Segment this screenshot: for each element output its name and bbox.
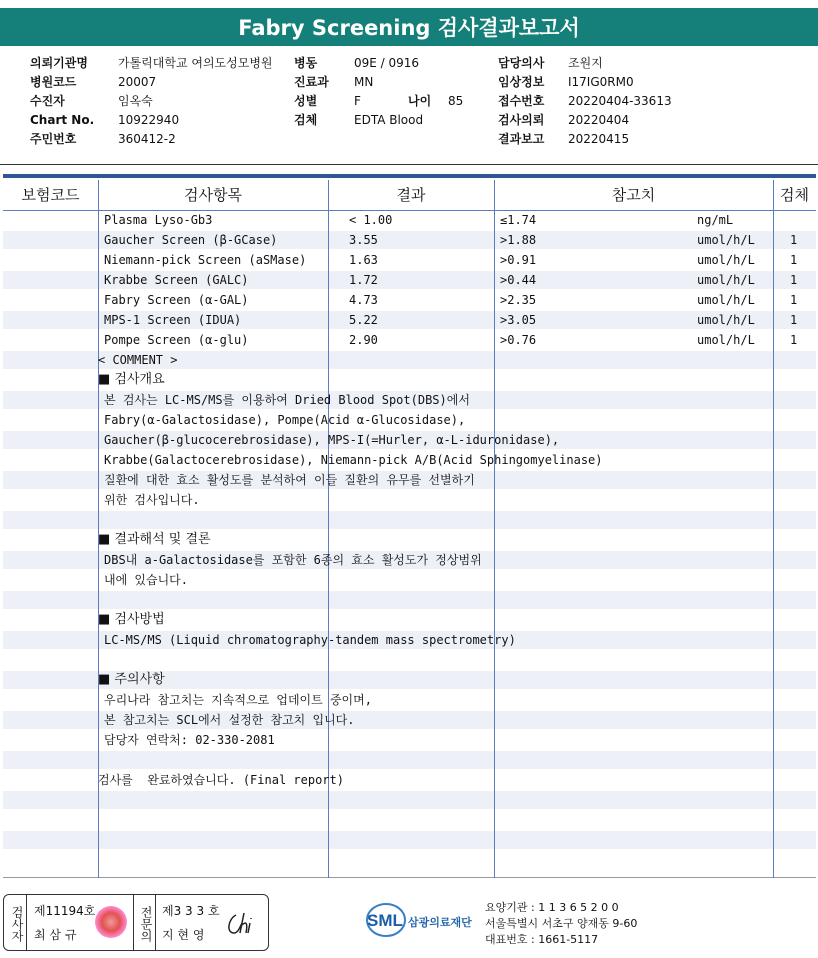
seal-stamp-icon <box>95 906 127 938</box>
info-value: MN <box>354 75 374 89</box>
col-divider <box>773 180 774 878</box>
org-info <box>485 900 637 948</box>
info-label: 검사의뢰 <box>498 113 545 127</box>
info-row <box>294 92 423 111</box>
info-label: 성별 <box>294 94 318 108</box>
logo-mark-text: SML <box>367 911 403 930</box>
age-label: 나이 <box>408 94 432 108</box>
cell-result: 4.73 <box>349 293 378 307</box>
header-reference: 참고치 <box>611 186 656 204</box>
signature-box <box>3 894 269 951</box>
info-row <box>498 73 672 92</box>
cell-item: Gaucher Screen (β-GCase) <box>104 233 278 247</box>
cell-item: Krabbe Screen (GALC) <box>104 273 249 287</box>
info-value: 20220404 <box>568 113 630 127</box>
info-row <box>30 130 273 149</box>
info-label: 병동 <box>294 56 318 70</box>
comment-line: LC-MS/MS (Liquid chromatography-tandem mass spectrometry) <box>104 633 516 647</box>
comment-line: 질환에 대한 효소 활성도를 분석하여 이들 질환의 유무를 선별하기 <box>104 473 475 487</box>
sign-divider <box>26 895 27 950</box>
cell-specimen: 1 <box>790 253 798 267</box>
comment-line: DBS내 a-Galactosidase를 포함한 6종의 효소 활성도가 정상범위 <box>104 553 482 567</box>
footer <box>0 888 818 958</box>
info-value: 임옥숙 <box>118 94 153 108</box>
result-table <box>3 180 816 878</box>
cell-reference: >0.91 <box>500 253 537 267</box>
cell-unit: umol/h/L <box>697 253 755 267</box>
cell-specimen: 1 <box>790 333 798 347</box>
age-value: 85 <box>448 94 464 108</box>
comment-line: 내에 있습니다. <box>104 573 189 587</box>
info-label: 진료과 <box>294 75 329 89</box>
info-value: F <box>354 94 361 108</box>
cell-result: 3.55 <box>349 233 378 247</box>
report-title: Fabry Screening 검사결과보고서 <box>0 8 818 46</box>
cell-specimen: 1 <box>790 293 798 307</box>
header-specimen: 검체 <box>780 186 809 204</box>
cell-unit: umol/h/L <box>697 293 755 307</box>
info-label: 검체 <box>294 113 318 127</box>
cell-result: 2.90 <box>349 333 378 347</box>
org-name: 삼광의료재단 <box>408 916 472 929</box>
comment-line: 위한 검사입니다. <box>104 493 200 507</box>
cell-reference: ≤1.74 <box>500 213 537 227</box>
comment-line: 담당자 연락처: 02-330-2081 <box>104 733 275 747</box>
table-header <box>3 180 816 210</box>
info-col3 <box>498 54 672 149</box>
info-value: 360412-2 <box>118 132 176 146</box>
info-row <box>498 111 672 130</box>
header-code: 보험코드 <box>21 186 80 204</box>
row-band <box>3 751 816 769</box>
info-value: I17IG0RM0 <box>568 75 634 89</box>
info-row <box>294 54 423 73</box>
cell-reference: >3.05 <box>500 313 537 327</box>
info-value: 조원지 <box>568 56 603 70</box>
info-label: 주민번호 <box>30 132 77 146</box>
info-label: 수진자 <box>30 94 65 108</box>
cell-specimen: 1 <box>790 313 798 327</box>
org-phone: 대표번호 : 1661-5117 <box>485 933 599 946</box>
method-heading: ■ 검사방법 <box>98 612 165 627</box>
comment-line: Gaucher(β-glucocerebrosidase), MPS-I(=Hurler, α-L-iduronidase), <box>104 433 560 447</box>
info-row <box>294 111 423 130</box>
org-address: 서울특별시 서초구 양재동 9-60 <box>485 917 638 930</box>
cell-reference: >1.88 <box>500 233 537 247</box>
specialist-number: 제3 3 3 호 <box>162 904 220 918</box>
row-band <box>3 511 816 529</box>
info-row <box>30 92 273 111</box>
interpretation-heading: ■ 결과해석 및 결론 <box>98 532 211 547</box>
cell-item: Fabry Screen (α-GAL) <box>104 293 249 307</box>
cell-reference: >2.35 <box>500 293 537 307</box>
comment-line: 본 참고치는 SCL에서 설정한 참고치 입니다. <box>104 713 355 727</box>
info-label: 의뢰기관명 <box>30 56 88 70</box>
info-row <box>30 73 273 92</box>
comment-label: < COMMENT > <box>98 353 178 367</box>
info-row <box>498 92 672 111</box>
cell-result: < 1.00 <box>349 213 393 227</box>
info-row <box>30 111 273 130</box>
row-band <box>3 831 816 849</box>
specialist-label: 전문의 <box>139 906 153 942</box>
header-result: 결과 <box>396 186 426 204</box>
age-block <box>408 92 463 111</box>
cell-unit: umol/h/L <box>697 333 755 347</box>
tester-label: 검사자 <box>10 906 24 942</box>
cell-item: Plasma Lyso-Gb3 <box>104 213 213 227</box>
info-label: 결과보고 <box>498 132 545 146</box>
cell-item: Pompe Screen (α-glu) <box>104 333 249 347</box>
info-value: EDTA Blood <box>354 113 424 127</box>
cell-specimen: 1 <box>790 273 798 287</box>
row-band <box>3 591 816 609</box>
info-label: 접수번호 <box>498 94 545 108</box>
cell-result: 1.72 <box>349 273 378 287</box>
cell-result: 5.22 <box>349 313 378 327</box>
info-label: 병원코드 <box>30 75 77 89</box>
cell-unit: ng/mL <box>697 213 734 227</box>
info-value: 09E / 0916 <box>354 56 420 70</box>
sign-divider <box>133 895 134 950</box>
final-report-line: 검사를 완료하였습니다. (Final report) <box>98 773 344 787</box>
table-bottom-line <box>3 877 816 878</box>
cell-unit: umol/h/L <box>697 273 755 287</box>
row-band <box>3 791 816 809</box>
info-value: 20220404-33613 <box>568 94 672 108</box>
tester-name: 최 삼 규 <box>34 928 77 942</box>
cell-item: MPS-1 Screen (IDUA) <box>104 313 242 327</box>
header-rule <box>0 164 818 165</box>
info-row <box>30 54 273 73</box>
sml-logo-icon <box>366 898 481 942</box>
cell-unit: umol/h/L <box>697 313 755 327</box>
info-label: Chart No. <box>30 113 95 127</box>
comment-line: Fabry(α-Galactosidase), Pompe(Acid α-Glucosidase), <box>104 413 466 427</box>
info-value: 가톨릭대학교 여의도성모병원 <box>118 56 273 70</box>
info-value: 10922940 <box>118 113 180 127</box>
info-value: 20220415 <box>568 132 630 146</box>
info-label: 임상정보 <box>498 75 545 89</box>
cell-unit: umol/h/L <box>697 233 755 247</box>
org-code: 요양기관 : 1 1 3 6 5 2 0 0 <box>485 901 619 914</box>
cell-item: Niemann-pick Screen (aSMase) <box>104 253 307 267</box>
sign-divider <box>155 895 156 950</box>
col-divider <box>494 180 495 878</box>
cell-reference: >0.44 <box>500 273 537 287</box>
info-row <box>498 54 672 73</box>
overview-heading: ■ 검사개요 <box>98 372 165 387</box>
cell-specimen: 1 <box>790 233 798 247</box>
info-row <box>294 73 423 92</box>
specialist-name: 지 현 영 <box>162 928 205 942</box>
info-col2 <box>294 54 423 130</box>
signature-icon <box>224 909 264 939</box>
comment-line: Krabbe(Galactocerebrosidase), Niemann-pick A/B(Acid Sphingomyelinase) <box>104 453 603 467</box>
comment-line: 본 검사는 LC-MS/MS를 이용하여 Dried Blood Spot(DBS)에서 <box>104 393 470 407</box>
sml-logo <box>366 898 481 946</box>
tester-number: 제11194호 <box>34 904 96 918</box>
info-row <box>498 130 672 149</box>
caution-heading: ■ 주의사항 <box>98 672 165 687</box>
cell-result: 1.63 <box>349 253 378 267</box>
cell-reference: >0.76 <box>500 333 537 347</box>
info-col1 <box>30 54 273 149</box>
header-item: 검사항목 <box>184 186 242 204</box>
comment-line: 우리나라 참고치는 지속적으로 업데이트 중이며, <box>104 693 372 707</box>
info-label: 담당의사 <box>498 56 545 70</box>
table-top-rule <box>3 174 816 178</box>
info-value: 20007 <box>118 75 157 89</box>
